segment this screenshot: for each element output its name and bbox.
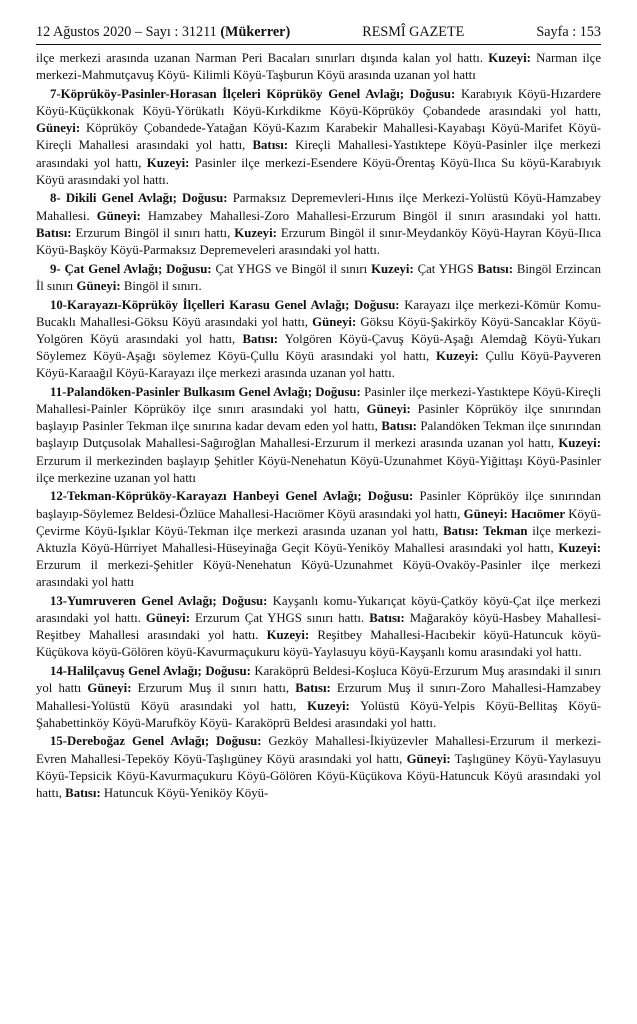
bold-text: Kuzeyi: (558, 436, 601, 451)
paragraph (36, 488, 601, 591)
bold-text: Batısı: (295, 681, 331, 696)
bold-text: Kuzeyi: (307, 698, 350, 713)
bold-text: 8- Dikili Genel Avlağı; Doğusu: (50, 191, 228, 206)
paragraph (36, 297, 601, 383)
body-text: Reşitbey Mahallesi-Hacıbekir köyü-Hatuncuk köyü- Küçükova köyü-Gölören köyü-Kavurmaçukuru köyü-Yaylasuyu köyü-Kayşanlı komu arasındaki yol hattı. (36, 628, 602, 660)
body-text: Hatuncuk Köyü-Yeniköy Köyü- (100, 785, 269, 800)
bold-text: Güneyi: (463, 506, 508, 521)
issue-text: 12 Ağustos 2020 – Sayı : 31211 (36, 24, 217, 40)
body-text: ilçe merkezi arasında uzanan Narman Peri Bacaları sınırları dışında kalan yol hattı. (36, 51, 489, 65)
publication-title: RESMÎ GAZETE (362, 24, 465, 40)
bold-text: Güneyi: (406, 751, 451, 766)
bold-text: Kuzeyi: (266, 628, 310, 643)
body-text: Karaköprü Beldesi-Koşluca Köyü-Erzurum Muş arasındaki il sınırı yol hattı (36, 664, 602, 696)
body-text: Çat YHGS (413, 261, 478, 276)
body-text: Pasinler Köprüköy ilçe sınırından başlayıp Pasinler Tekman ilçe sınırına kadar devam eden yol hattı, (36, 402, 601, 434)
bold-text: Batısı: (65, 785, 101, 800)
bold-text: Batısı: Tekman (443, 523, 528, 538)
bold-text: 12-Tekman-Köprüköy-Karayazı Hanbeyi Genel Avlağı; Doğusu: (50, 489, 414, 504)
body-text: Karabıyık Köyü-Hızardere Köyü-Küçükkonak Köyü-Yörükatlı Köyü-Kırkdikme Köyü-Köprüköy Çobandede arasındaki yol hattı, (36, 86, 601, 119)
body-text: ilçe merkezi-Aktuzla Köyü-Hürriyet Mahallesi-Hüseyinağa Geçit Köyü-Yeniköy Mahallesi arasındaki yol hattı, (36, 523, 602, 555)
bold-text: Kuzeyi: (371, 261, 414, 276)
body-text: Köprüköy Çobandede-Yatağan Köyü-Kazım Karabekir Mahallesi-Kayabaşı Köyü-Marifet Köyü-Kireçli Mahallesi arasındaki yol hattı, (36, 121, 601, 153)
body-text: Erzurum il merkezinden başlayıp Şehitler Köyü-Nenehatun Köyü-Uzunahmet Köyü-Yiğittaşı Köyü-Pasinler ilçe merkezine uzanan yol hattı (36, 453, 601, 485)
bold-text: Hacıömer (511, 506, 566, 521)
bold-text: Güneyi: (312, 314, 357, 329)
body-text: Kayşanlı komu-Yukarıçat köyü-Çatköy köyü-Çat ilçe merkezi arasındaki yol hattı. (36, 594, 601, 626)
paragraph (36, 50, 601, 84)
page-header (36, 24, 601, 41)
bold-text: Batısı: (252, 138, 289, 153)
bold-text: Batısı: (477, 261, 513, 276)
bold-text: 10-Karayazı-Köprüköy İlçelleri Karasu Genel Avlağı; Doğusu: (50, 297, 400, 312)
bold-text: Batısı: (242, 331, 279, 346)
body-text: Erzurum Bingöl il sınır-Meydanköy Köyü-Hayran Köyü-Ilıca Köyü-Başköy Köyü-Parmaksız Depremeveleri arasındaki yol hattı. (36, 225, 602, 257)
body-text: Erzurum il merkezi-Şehitler Köyü-Nenehatun Köyü-Uzunahmet Köyü-Ovaköy-Pasinler ilçe merkezi arasındaki yol hattı (36, 558, 601, 590)
bold-text: 14-Halilçavuş Genel Avlağı; Doğusu: (50, 664, 251, 679)
paragraph (36, 384, 601, 487)
body-text: Karayazı ilçe merkezi-Kömür Komu-Bucaklı Mahallesi-Göksu Köyü arasındaki yol hattı, (36, 297, 602, 329)
body-text: Kireçli Mahallesi-Yastıktepe Köyü-Pasinler ilçe merkezi arasındaki yol hattı, (36, 138, 601, 170)
header-rule (36, 44, 601, 45)
body-text: Pasinler ilçe merkezi-Yastıktepe Köyü-Kireçli Mahallesi-Painler Köprüköy ilçe sınırı arasındaki yol hattı, (36, 384, 602, 417)
paragraph (36, 190, 601, 259)
bold-text: Kuzeyi: (436, 349, 479, 364)
body-text: Hamzabey Mahallesi-Zoro Mahallesi-Erzurum Bingöl il sınırı arasındaki yol hattı. (140, 208, 601, 223)
bold-text: Güneyi: (87, 681, 132, 696)
body-text: Erzurum Bingöl il sınırı hattı, (71, 225, 235, 240)
body-text: Erzurum Muş il sınırı-Zoro Mahallesi-Hamzabey Mahallesi-Yolüstü Köyü arasındaki yol hattı, (36, 681, 601, 713)
body-text: Pasinler Köprüköy ilçe sınırından başlayıp-Söylemez Beldesi-Özlüce Mahallesi-Hacıömer Köyü arasındaki yol hattı, (36, 489, 601, 521)
paragraph (36, 733, 601, 802)
bold-text: Kuzeyi: (558, 540, 601, 555)
body-text: Göksu Köyü-Şakirköy Köyü-Sancaklar Köyü-Yolgören Köyü arasındaki yol hattı, (36, 314, 601, 346)
body-text: Taşlıgüney Köyü-Yaylasuyu Köyü-Tepsicik Köyü-Kavurmaçukuru Köyü-Gölören Köyü-Küçükova Köyü-Hatuncuk Köyü arasındaki yol hattı, (36, 751, 601, 800)
body-text: Parmaksız Depremevleri-Hınıs ilçe Merkezi-Yolüstü Köyü-Hamzabey Mahallesi. (36, 191, 601, 223)
body-text: Bingöl il sınırı. (120, 278, 202, 293)
body-text: Bingöl Erzincan İl sınırı (36, 261, 601, 293)
bold-text: 13-Yumruveren Genel Avlağı; Doğusu: (50, 594, 268, 608)
bold-text: 15-Dereboğaz Genel Avlağı; Doğusu: (50, 734, 262, 749)
body-text: Mağaraköy köyü-Hasbey Mahallesi-Reşitbey Mahallesi arasındaki yol hattı. (36, 611, 601, 643)
body-text: Narman ilçe merkezi-Mahmutçavuş Köyü- Kilimli Köyü-Taşburun Köyü arasında uzanan yol hattı (36, 51, 602, 83)
body-text: Çullu Köyü-Payveren Köyü-Karaağıl Köyü-Karayazı ilçe merkezi arasında uzanan yol hattı. (36, 349, 601, 381)
bold-text: Güneyi: (145, 611, 190, 626)
body-text: Erzurum Muş il sınırı hattı, (131, 681, 296, 696)
header-date-issue (36, 24, 290, 41)
bold-text: Kuzeyi: (488, 51, 531, 65)
body-text: Yolgören Köyü-Çavuş Köyü-Aşağı Alemdağ Köyü-Yukarı Söylemez Köyü-Aşağı söylemez Köyü-Çullu Köyü arasındaki yol hattı, (36, 331, 601, 364)
bold-text: 7-Köprüköy-Pasinler-Horasan İlçeleri Köprüköy Genel Avlağı; Doğusu: (50, 86, 456, 101)
body-text: Palandöken Tekman ilçe sınırından başlayıp Dutçusolak Mahallesi-Sağıroğlan Mahallesi-Erzurum il merkezi arasında uzanan yol hattı, (36, 419, 601, 451)
bold-text: Güneyi: (366, 402, 411, 417)
body-text: Gezköy Mahallesi-İkiyüzevler Mahallesi-Erzurum il merkezi-Evren Mahallesi-Tepeköy Köyü-Taşlıgüney Köyü arasındaki yol hattı, (36, 734, 601, 766)
bold-text: 11-Palandöken-Pasinler Bulkasım Genel Avlağı; Doğusu: (50, 384, 361, 399)
bold-text: Güneyi: (36, 121, 81, 136)
paragraph (36, 593, 601, 662)
page-number: Sayfa : 153 (536, 24, 601, 40)
bold-text: Kuzeyi: (146, 155, 190, 170)
body-text: Yolüstü Köyü-Yelpis Köyü-Bellitaş Köyü-Şahabettinköy Köyü-Marufköy Köyü- Karaköprü Beldesi arasındaki yol hattı. (36, 698, 601, 730)
bold-text: Güneyi: (76, 278, 121, 293)
bold-text: Batısı: (369, 611, 405, 626)
paragraph (36, 663, 601, 732)
body-text: Köyü-Çevirme Köyü-Işıklar Köyü-Tekman ilçe merkezi arasında uzanan yol hattı, (36, 506, 602, 538)
bold-text: Batısı: (381, 419, 417, 434)
mukerrer-label: (Mükerrer) (220, 24, 291, 40)
paragraph (36, 86, 601, 189)
bold-text: Batısı: (36, 225, 72, 240)
paragraph (36, 261, 601, 295)
body-text: Çat YHGS ve Bingöl il sınırı (211, 261, 372, 276)
bold-text: 9- Çat Genel Avlağı; Doğusu: (50, 261, 212, 276)
bold-text: Güneyi: (96, 208, 141, 223)
bold-text: Kuzeyi: (234, 225, 277, 240)
body-text: Erzurum Çat YHGS sınırı hattı. (190, 611, 370, 626)
body-text: Pasinler ilçe merkezi-Esendere Köyü-Örentaş Köyü-Ilıca Su köyü-Karabıyık Köyü arasındaki yol hattı. (36, 155, 601, 187)
document-body (36, 50, 601, 804)
